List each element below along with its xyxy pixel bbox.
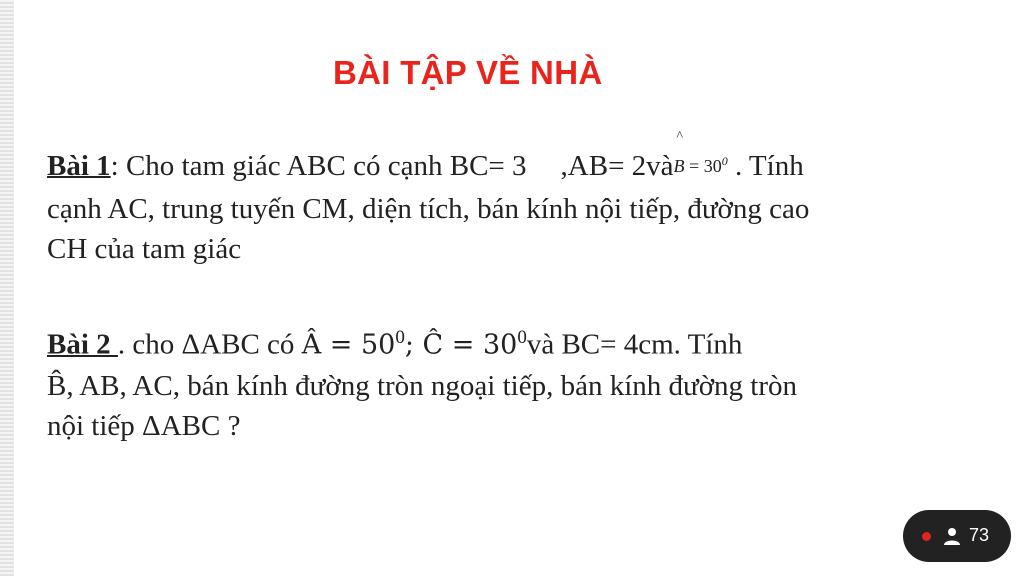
exercise-1-ab: ,AB= 2và [560, 150, 674, 182]
live-dot-icon [922, 532, 931, 541]
exercise-2-line-2: B̂, AB, AC, bán kính đường tròn ngoại tiếp, bán kính đường tròn [47, 369, 798, 402]
exercise-1 [47, 129, 810, 269]
angle-variable: B [673, 156, 685, 176]
viewer-count: 73 [969, 525, 990, 545]
exercise-2-line-1 [47, 318, 797, 366]
left-edge-strip [0, 0, 14, 576]
exercise-1-intro: : Cho tam giác ABC có cạnh BC= 3 [110, 150, 527, 182]
angle-equals: = 30 [689, 156, 722, 176]
person-icon [943, 527, 961, 545]
exercise-1-angle [673, 129, 728, 176]
exercise-2 [47, 318, 797, 446]
exercise-1-line-3: CH của tam giác [47, 233, 242, 265]
angle-c-equation: Ĉ = 30 [413, 329, 518, 361]
exercise-1-line-2: cạnh AC, trung tuyến CM, diện tích, bán kính nội tiếp, đường cao [47, 193, 810, 225]
angle-c-degree: 0 [517, 327, 527, 348]
exercise-2-heading: Bài 2 [47, 328, 118, 361]
math-separator: ; [404, 329, 414, 361]
exercise-1-line-1 [47, 129, 809, 189]
page-title: BÀI TẬP VỀ NHÀ [333, 54, 603, 91]
exercise-2-line-3: nội tiếp ΔABC ? [47, 409, 241, 442]
exercise-2-intro: . cho ΔABC có [117, 328, 302, 361]
exercise-1-heading: Bài 1 [47, 150, 111, 182]
exercise-1-tail: . Tính [727, 150, 804, 182]
angle-a-equation: Â = 50 [301, 329, 396, 361]
exercise-2-tail: và BC= 4cm. Tính [526, 328, 743, 361]
angle-hat: ^ [676, 129, 682, 144]
angle-degree: 0 [721, 154, 728, 168]
viewer-count-badge[interactable] [903, 510, 1011, 562]
angle-a-degree: 0 [395, 327, 405, 348]
